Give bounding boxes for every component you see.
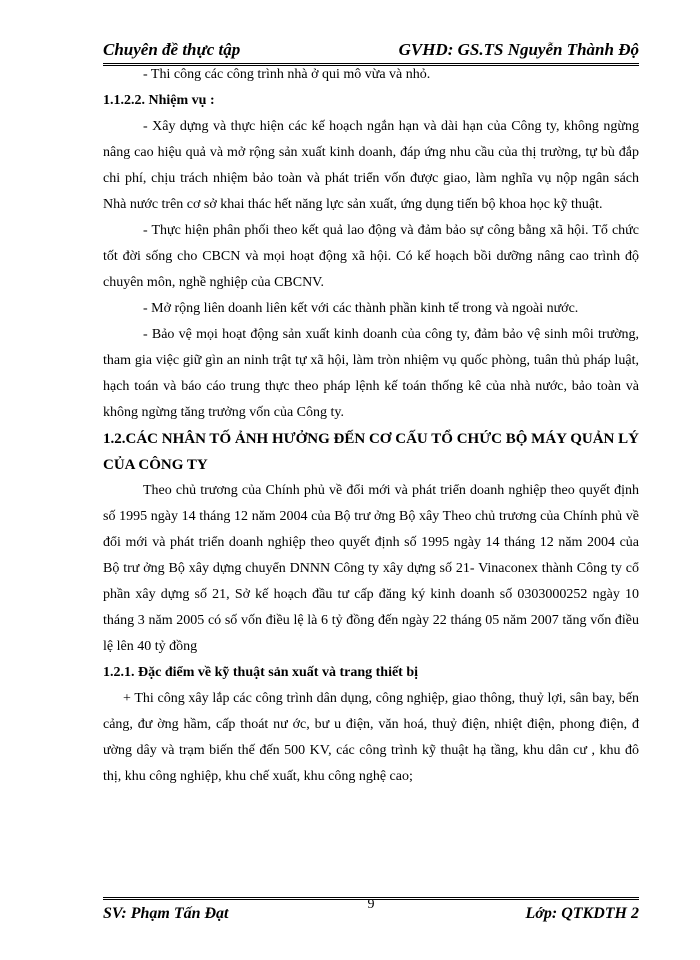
heading-section-1-2-1: 1.2.1. Đặc điểm về kỹ thuật sản xuất và trang thiết bị [103, 665, 419, 680]
heading-tasks: 1.1.2.2. Nhiệm vụ : [103, 93, 215, 108]
header-course-title: Chuyên đề thực tập [103, 40, 241, 59]
document-body [103, 62, 639, 790]
footer-class: Lớp: QTKDTH 2 [525, 905, 639, 922]
paragraph-scope-item: - Thi công các công trình nhà ở qui mô vừa và nhỏ. [143, 67, 431, 82]
paragraph-task-3: - Mở rộng liên doanh liên kết với các thành phần kinh tế trong và ngoài nước. [143, 301, 579, 316]
paragraph-task-2: - Thực hiện phân phối theo kết quả lao động và đảm bảo sự công bằng xã hội. Tổ chức tốt đời sống cho CBCN và mọi hoạt động xã hội. Có kế hoạch bồi dưỡng nâng cao trình độ chuyên môn, nghề nghiệp của CBCNV. [103, 223, 639, 290]
paragraph-task-1: - Xây dựng và thực hiện các kế hoạch ngắn hạn và dài hạn của Công ty, không ngừng nâng cao hiệu quả và mở rộng sản xuất kinh doanh, đáp ứng nhu cầu của thị trường, tự bù đắp chi phí, chịu trách nhiệm bảo toàn và phát triển vốn được giao, làm nghĩa vụ nộp ngân sách Nhà nước trên cơ sở khai thác hết năng lực sản xuất, ứng dụng tiến bộ khoa học kỹ thuật. [103, 119, 639, 212]
heading-section-1-2: 1.2.CÁC NHÂN TỐ ẢNH HƯỞNG ĐẾN CƠ CẤU TỔ CHỨC BỘ MÁY QUẢN LÝ CỦA CÔNG TY [103, 431, 639, 473]
paragraph-company-history: Theo chủ trương của Chính phủ về đổi mới và phát triển doanh nghiệp theo quyết định số 1995 ngày 14 tháng 12 năm 2004 của Bộ trư ởng Bộ xây Theo chủ trương của Chính phủ về đổi mới và phát triển doanh nghiệp theo quyết định số 1995 ngày 14 tháng 12 năm 2004 của Bộ trư ởng Bộ xây dựng chuyển DNNN Công ty xây dựng số 21- Vinaconex thành Công ty cổ phần xây dựng số 21, Sở kế hoạch đầu tư cấp đăng ký kinh doanh số 0303000252 ngày 10 tháng 3 năm 2005 có số vốn điều lệ là 6 tỷ đồng đến ngày 22 tháng 05 năm 2007 tăng vốn điều lệ lên 40 tỷ đồng [103, 483, 639, 654]
paragraph-task-4: - Bảo vệ mọi hoạt động sản xuất kinh doanh của công ty, đảm bảo vệ sinh môi trường, tham gia việc giữ gìn an ninh trật tự xã hội, làm tròn nhiệm vụ quốc phòng, tuân thủ pháp luật, hạch toán và báo cáo trung thực theo pháp lệnh kế toán thống kê của nhà nước, bảo toàn và không ngừng tăng trưởng vốn của Công ty. [103, 327, 639, 420]
page-footer [103, 897, 639, 927]
footer-student: SV: Phạm Tấn Đạt [103, 905, 229, 922]
paragraph-construction-scope: + Thi công xây lắp các công trình dân dụng, công nghiệp, giao thông, thuỷ lợi, sân bay, bến cảng, đư ờng hầm, cấp thoát nư ớc, bư u điện, văn hoá, thuỷ điện, nhiệt điện, phong điện, đ ường dây và trạm biến thế đến 500 KV, các công trình kỹ thuật hạ tầng, khu dân cư , khu đô thị, khu công nghiệp, khu chế xuất, khu công nghệ cao; [103, 691, 639, 784]
page-number: 9 [367, 897, 375, 912]
header-supervisor: GVHD: GS.TS Nguyễn Thành Độ [398, 40, 639, 59]
